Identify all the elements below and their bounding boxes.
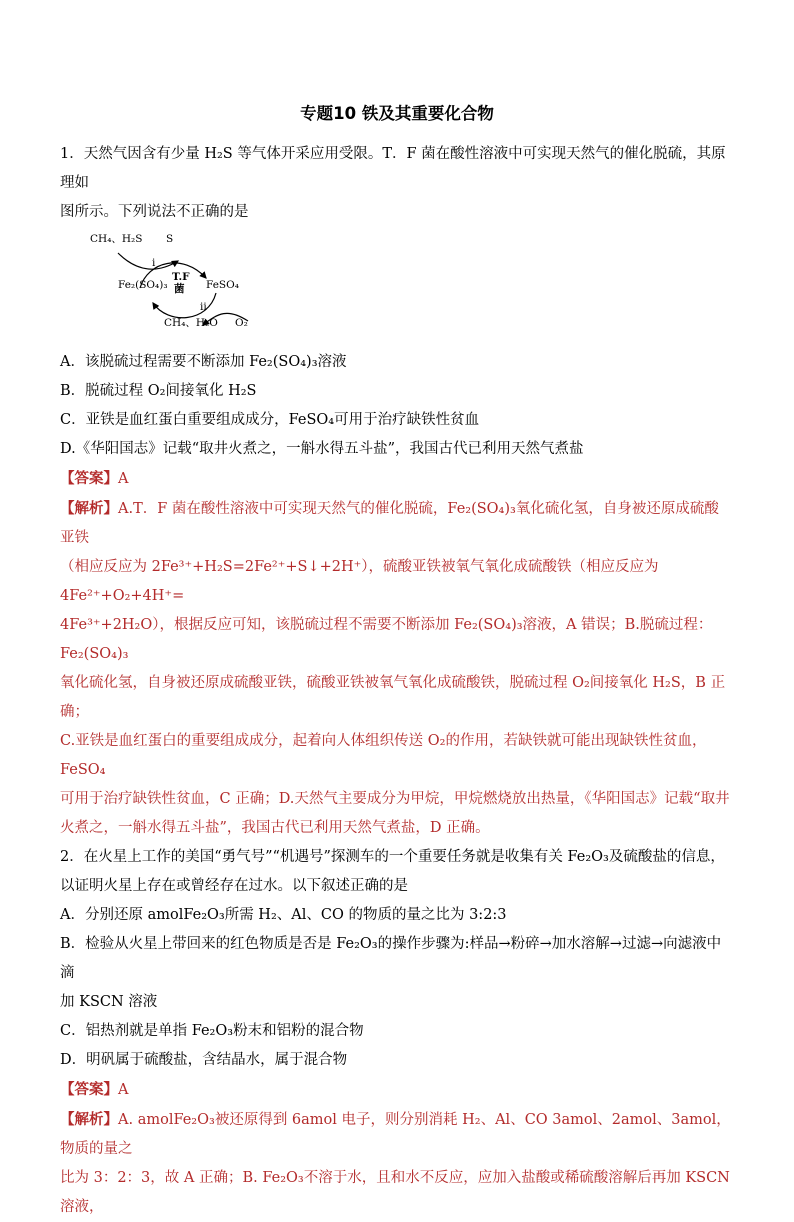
q2-option-b-line2: 加 KSCN 溶液 — [60, 994, 158, 1010]
q1-answer — [60, 464, 732, 494]
page-title: 专题10 铁及其重要化合物 — [300, 104, 494, 123]
desulfurization-diagram — [88, 233, 288, 338]
q1-explanation-line: （相应反应为 2Fe³⁺+H₂S=2Fe²⁺+S↓+2H⁺），硫酸亚铁被氧气氧化成硫酸铁（相应反应为 4Fe²⁺+O₂+4H⁺= — [60, 559, 659, 604]
q2-answer — [60, 1075, 732, 1105]
q1-explanation-line: 氧化硫化氢，自身被还原成硫酸亚铁，硫酸亚铁被氧气氧化成硫酸铁，脱硫过程 O₂间接氧化 H₂S，B 正确； — [60, 675, 726, 720]
q1-option-d: D.《华阳国志》记载“取井火煮之，一斛水得五斗盐”，我国古代已利用天然气煮盐 — [60, 441, 584, 457]
q1-explanation — [60, 494, 732, 553]
q1-explanation-line: 火煮之，一斛水得五斗盐”，我国古代已利用天然气煮盐，D 正确。 — [60, 820, 490, 836]
q2-answer-value: A — [118, 1082, 129, 1098]
label-ch4-h2s: CH₄、H₂S — [90, 233, 143, 245]
label-feso4: FeSO₄ — [206, 279, 239, 291]
q1-stem-line2: 图所示。下列说法不正确的是 — [60, 204, 249, 220]
q1-explanation-line: 4Fe³⁺+2H₂O），根据反应可知，该脱硫过程不需要不断添加 Fe₂(SO₄)₃溶液，A 错误；B.脱硫过程：Fe₂(SO₄)₃ — [60, 617, 713, 662]
q2-explanation-line: A. amolFe₂O₃被还原得到 6amol 电子，则分别消耗 H₂、Al、CO 3amol、2amol、3amol，物质的量之 — [60, 1112, 731, 1157]
q1-option-a: A．该脱硫过程需要不断添加 Fe₂(SO₄)₃溶液 — [60, 354, 347, 370]
q1-answer-value: A — [118, 471, 129, 487]
q2-explanation — [60, 1105, 732, 1164]
label-step-ii: ii — [200, 301, 207, 313]
label-o2: O₂ — [235, 317, 248, 329]
label-step-i: i — [152, 257, 156, 269]
q1-stem-line1: 1．天然气因含有少量 H₂S 等气体开采应用受限。T．F 菌在酸性溶液中可实现天然气的催化脱硫，其原理如 — [60, 146, 726, 191]
q2-option-b-line1: B．检验从火星上带回来的红色物质是否是 Fe₂O₃的操作步骤为:样品→粉碎→加水溶解→过滤→向滤液中滴 — [60, 936, 722, 981]
q1-explanation-line: A.T．F 菌在酸性溶液中可实现天然气的催化脱硫，Fe₂(SO₄)₃氧化硫化氢，自身被还原成硫酸亚铁 — [60, 501, 719, 546]
label-s: S — [166, 233, 174, 245]
label-fe2so43: Fe₂(SO₄)₃ — [118, 279, 168, 291]
q2-stem-line1: 2．在火星上工作的美国“勇气号”“机遇号”探测车的一个重要任务就是收集有关 Fe₂O₃及硫酸盐的信息， — [60, 849, 725, 865]
q1-option-b: B．脱硫过程 O₂间接氧化 H₂S — [60, 383, 257, 399]
q2-option-a: A．分别还原 amolFe₂O₃所需 H₂、Al、CO 的物质的量之比为 3:2:3 — [60, 907, 507, 923]
content — [60, 140, 732, 1222]
q1-explanation-line: 可用于治疗缺铁性贫血，C 正确；D.天然气主要成分为甲烷，甲烷燃烧放出热量，《华阳国志》记载“取井 — [60, 791, 730, 807]
q1-explanation-line: C.亚铁是血红蛋白的重要组成成分，起着向人体组织传送 O₂的作用，若缺铁就可能出现缺铁性贫血，FeSO₄ — [60, 733, 707, 778]
q2-option-d: D．明矾属于硫酸盐，含结晶水，属于混合物 — [60, 1052, 348, 1068]
q2-explanation-label: 【解析】 — [60, 1111, 118, 1128]
q2-option-c: C．铝热剂就是单指 Fe₂O₃粉末和铝粉的混合物 — [60, 1023, 364, 1039]
q2-explanation-line: 比为 3：2：3，故 A 正确；B. Fe₂O₃不溶于水，且和水不反应，应加入盐酸或稀硫酸溶解后再加 KSCN 溶液， — [60, 1170, 730, 1215]
q2-answer-label: 【答案】 — [60, 1081, 118, 1098]
label-bacteria: 菌 — [174, 283, 185, 295]
label-ch4-h2o: CH₄、H₂O — [164, 317, 218, 329]
label-tf: T.F — [172, 271, 190, 283]
q1-option-c: C．亚铁是血红蛋白重要组成成分，FeSO₄可用于治疗缺铁性贫血 — [60, 412, 480, 428]
q1-answer-label: 【答案】 — [60, 470, 118, 487]
q2-stem-line2: 以证明火星上存在或曾经存在过水。以下叙述正确的是 — [60, 878, 408, 894]
q1-explanation-label: 【解析】 — [60, 500, 118, 517]
